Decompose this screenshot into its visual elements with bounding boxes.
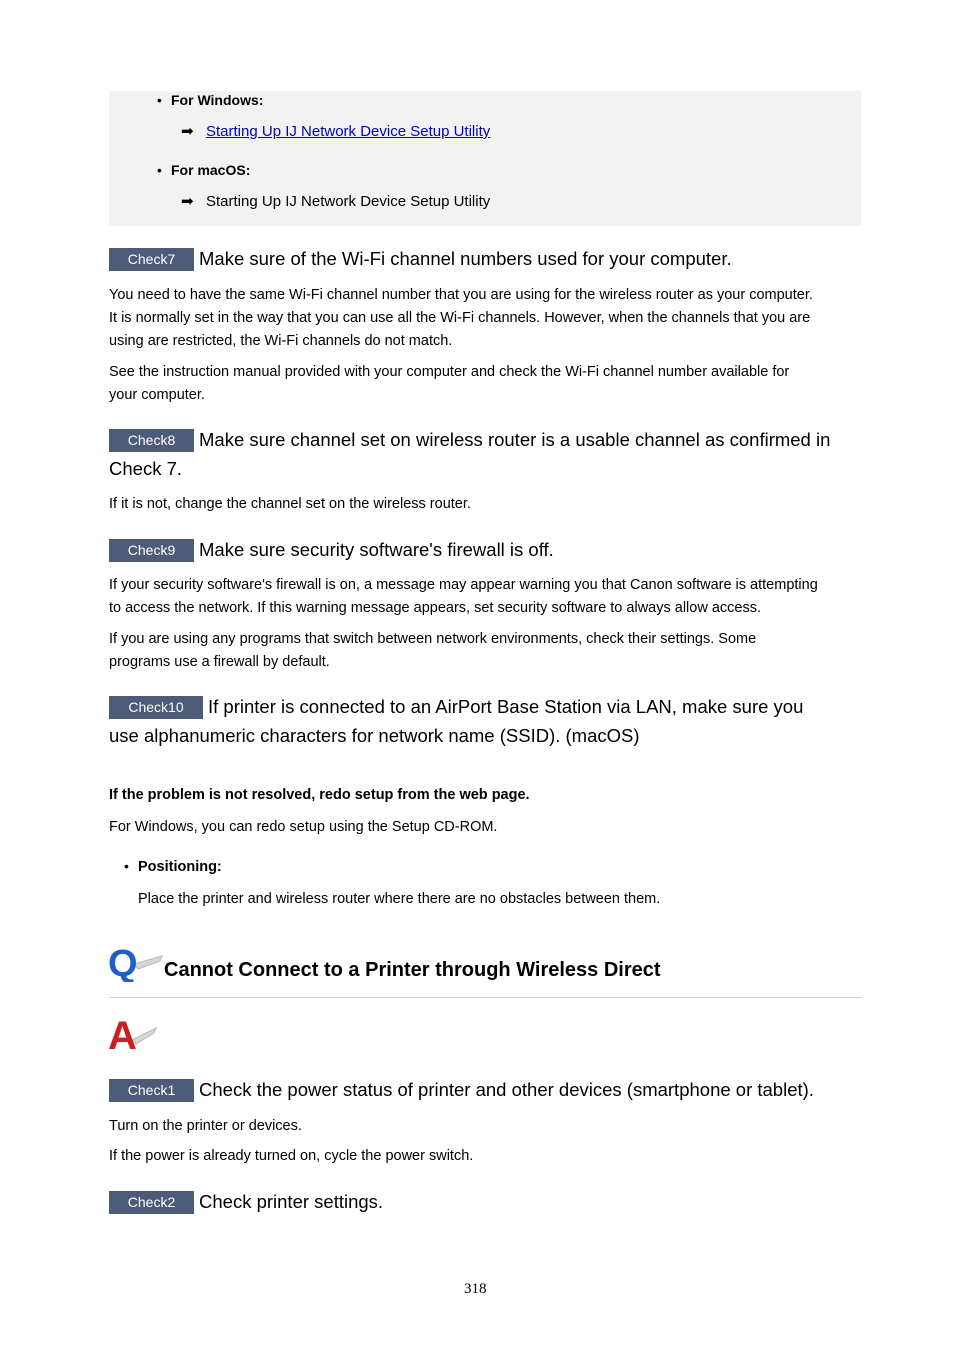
- resolution-paragraph: For Windows, you can redo setup using the Setup CD-ROM.: [109, 819, 498, 835]
- check9-title: Make sure security software's firewall is off.: [199, 539, 554, 560]
- check10-title-line2: use alphanumeric characters for network name (SSID). (macOS): [109, 725, 640, 746]
- svg-text:Q: Q: [108, 943, 138, 982]
- check10-title-line1: If printer is connected to an AirPort Base Station via LAN, make sure you: [208, 696, 804, 717]
- check7-paragraph-2: See the instruction manual provided with your computer and check the Wi-Fi channel number available for your computer.: [109, 364, 790, 403]
- windows-label: For Windows:: [171, 92, 264, 108]
- check10-badge: Check10: [109, 696, 203, 719]
- arrow-right-icon: ➡: [181, 123, 194, 140]
- positioning-text: Place the printer and wireless router where there are no obstacles between them.: [138, 891, 661, 907]
- check9-paragraph-1: If your security software's firewall is on, a message may appear warning you that Canon software is attempting to access the network. If this warning message appears, set security software to always allow access.: [109, 577, 818, 616]
- question-icon: [108, 942, 164, 982]
- check2-badge: Check2: [109, 1191, 194, 1214]
- check9-paragraph-2: If you are using any programs that switch between network environments, check their settings. Some programs use a firewall by default.: [109, 631, 757, 670]
- check8-title-line2: Check 7.: [109, 458, 183, 479]
- answer-icon: [108, 1014, 158, 1054]
- check8-paragraph: If it is not, change the channel set on the wireless router.: [109, 496, 471, 512]
- page-number: 318: [464, 1281, 487, 1297]
- macos-setup-utility-text: Starting Up IJ Network Device Setup Utility: [206, 193, 491, 210]
- check9-badge: Check9: [109, 539, 194, 562]
- arrow-right-icon: ➡: [181, 193, 194, 210]
- windows-setup-utility-link[interactable]: Starting Up IJ Network Device Setup Utility: [206, 123, 491, 140]
- check1-badge: Check1: [109, 1079, 194, 1102]
- check1-title: Check the power status of printer and other devices (smartphone or tablet).: [199, 1079, 814, 1100]
- positioning-label: Positioning:: [138, 859, 222, 875]
- divider: [109, 997, 861, 998]
- check8-badge: Check8: [109, 429, 194, 452]
- check8-title-line1: Make sure channel set on wireless router is a usable channel as confirmed in: [199, 429, 831, 450]
- check7-paragraph-1: You need to have the same Wi-Fi channel number that you are using for the wireless router as your computer. It is normally set in the way that you can use all the Wi-Fi channels. However, when the channels that you are using are restricted, the Wi-Fi channels do not match.: [109, 287, 813, 349]
- bullet: •: [157, 162, 162, 178]
- question-title: Cannot Connect to a Printer through Wireless Direct: [164, 959, 661, 981]
- check2-title: Check printer settings.: [199, 1191, 384, 1212]
- check1-paragraph-2: If the power is already turned on, cycle the power switch.: [109, 1148, 474, 1164]
- bullet: •: [124, 858, 129, 874]
- bullet: •: [157, 92, 162, 108]
- svg-text:A: A: [108, 1014, 137, 1054]
- check7-title: Make sure of the Wi-Fi channel numbers used for your computer.: [199, 248, 732, 269]
- check1-paragraph-1: Turn on the printer or devices.: [109, 1118, 302, 1134]
- macos-label: For macOS:: [171, 162, 251, 178]
- resolution-heading: If the problem is not resolved, redo setup from the web page.: [109, 787, 530, 803]
- check7-badge: Check7: [109, 248, 194, 271]
